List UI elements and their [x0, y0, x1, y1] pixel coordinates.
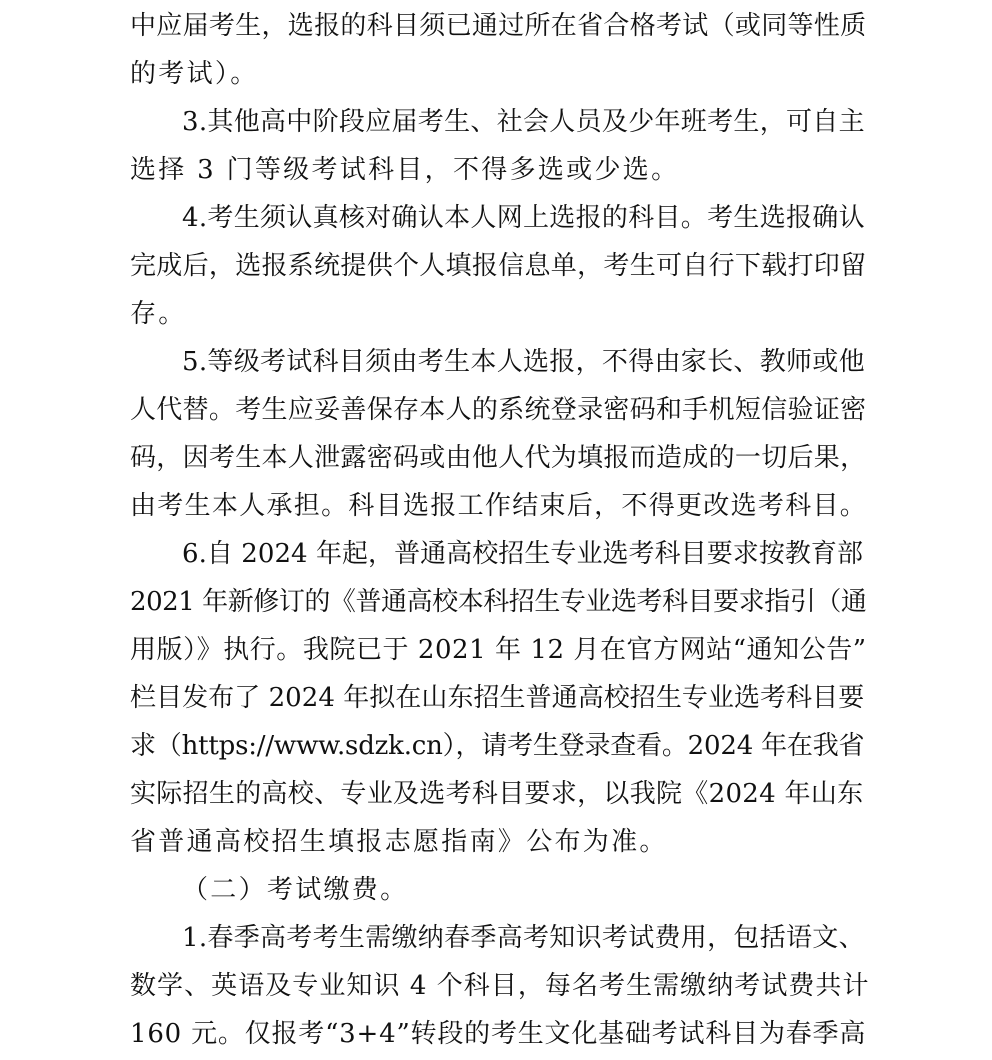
text-line: 完成后，选报系统提供个人填报信息单，考生可自行下载打印留 — [130, 251, 867, 281]
text-line: 省普通高校招生填报志愿指南》公布为准。 — [130, 827, 668, 857]
text-line: 码，因考生本人泄露密码或由他人代为填报而造成的一切后果， — [130, 443, 867, 473]
text-line: 6.自 2024 年起，普通高校招生专业选考科目要求按教育部 — [182, 539, 864, 569]
text-line: 2021 年新修订的《普通高校本科招生专业选考科目要求指引（通 — [130, 587, 867, 617]
text-line: 160 元。仅报考“3+4”转段的考生文化基础考试科目为春季高 — [130, 1019, 867, 1049]
text-line: 4.考生须认真核对确认本人网上选报的科目。考生选报确认 — [182, 203, 865, 233]
text-line: 选择 3 门等级考试科目，不得多选或少选。 — [130, 155, 680, 185]
text-line: 1.春季高考考生需缴纳春季高考知识考试费用，包括语文、 — [182, 923, 865, 953]
text-line: 由考生本人承担。科目选报工作结束后，不得更改选考科目。 — [130, 491, 868, 521]
text-line: 实际招生的高校、专业及选考科目要求，以我院《2024 年山东 — [130, 779, 864, 809]
section-heading: （二）考试缴费。 — [182, 875, 409, 905]
text-line: 求（https://www.sdzk.cn），请考生登录查看。2024 年在我省 — [130, 731, 865, 761]
text-line: 人代替。考生应妥善保存本人的系统登录密码和手机短信验证密 — [130, 395, 867, 425]
text-line: 中应届考生，选报的科目须已通过所在省合格考试（或同等性质 — [130, 11, 867, 41]
text-line: 的考试）。 — [130, 59, 259, 89]
text-line: 5.等级考试科目须由考生本人选报，不得由家长、教师或他 — [182, 347, 865, 377]
text-line: 3.其他高中阶段应届考生、社会人员及少年班考生，可自主 — [182, 107, 865, 137]
text-line: 栏目发布了 2024 年拟在山东招生普通高校招生专业选考科目要 — [130, 683, 865, 713]
text-line: 数学、英语及专业知识 4 个科目，每名考生需缴纳考试费共计 — [130, 971, 870, 1001]
text-line: 用版）》执行。我院已于 2021 年 12 月在官方网站“通知公告” — [130, 635, 867, 665]
text-line: 存。 — [130, 299, 187, 329]
